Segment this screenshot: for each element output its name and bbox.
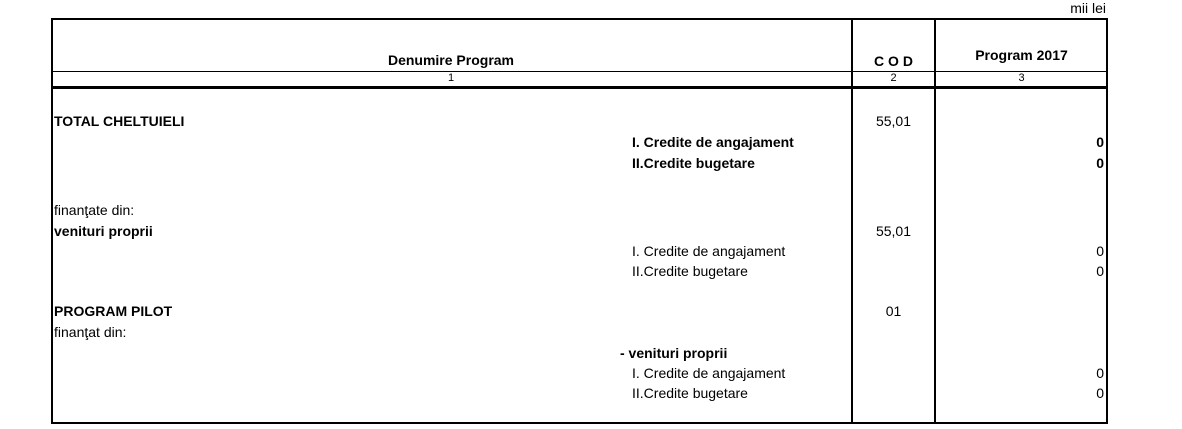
venituri-proprii-label: venituri proprii <box>54 223 153 239</box>
header-program-2017: Program 2017 <box>975 47 1068 63</box>
program-credite-angajament: I. Credite de angajament <box>632 365 786 381</box>
unit-label: mii lei <box>1070 0 1106 16</box>
total-credite-angajament: I. Credite de angajament <box>632 134 794 150</box>
total-cheltuieli-label: TOTAL CHELTUIELI <box>54 113 185 129</box>
finantat-din-label: finanţat din: <box>54 324 127 340</box>
program-venituri-proprii: - venituri proprii <box>620 345 728 361</box>
total-cod: 55,01 <box>875 113 912 129</box>
column-number-3: 3 <box>1018 72 1025 84</box>
venituri-credite-bugetare-value: 0 <box>1096 263 1104 279</box>
venituri-cod: 55,01 <box>875 223 912 239</box>
column-number-2: 2 <box>890 72 897 84</box>
column-number-1: 1 <box>447 72 455 84</box>
finantate-din-label: finanţate din: <box>54 202 135 218</box>
total-credite-bugetare-value: 0 <box>1096 155 1104 171</box>
program-pilot-label: PROGRAM PILOT <box>54 303 173 319</box>
header-bottom-rule <box>51 86 1108 89</box>
header-cod: C O D <box>874 53 913 69</box>
venituri-credite-angajament: I. Credite de angajament <box>632 243 786 259</box>
venituri-credite-bugetare: II.Credite bugetare <box>632 263 748 279</box>
program-pilot-cod: 01 <box>885 303 902 319</box>
program-credite-bugetare-value: 0 <box>1096 385 1104 401</box>
total-credite-angajament-value: 0 <box>1096 134 1104 150</box>
total-credite-bugetare: II.Credite bugetare <box>632 155 755 171</box>
program-credite-bugetare: II.Credite bugetare <box>632 385 748 401</box>
program-credite-angajament-value: 0 <box>1096 365 1104 381</box>
header-denumire-program: Denumire Program <box>387 52 515 68</box>
venituri-credite-angajament-value: 0 <box>1096 243 1104 259</box>
